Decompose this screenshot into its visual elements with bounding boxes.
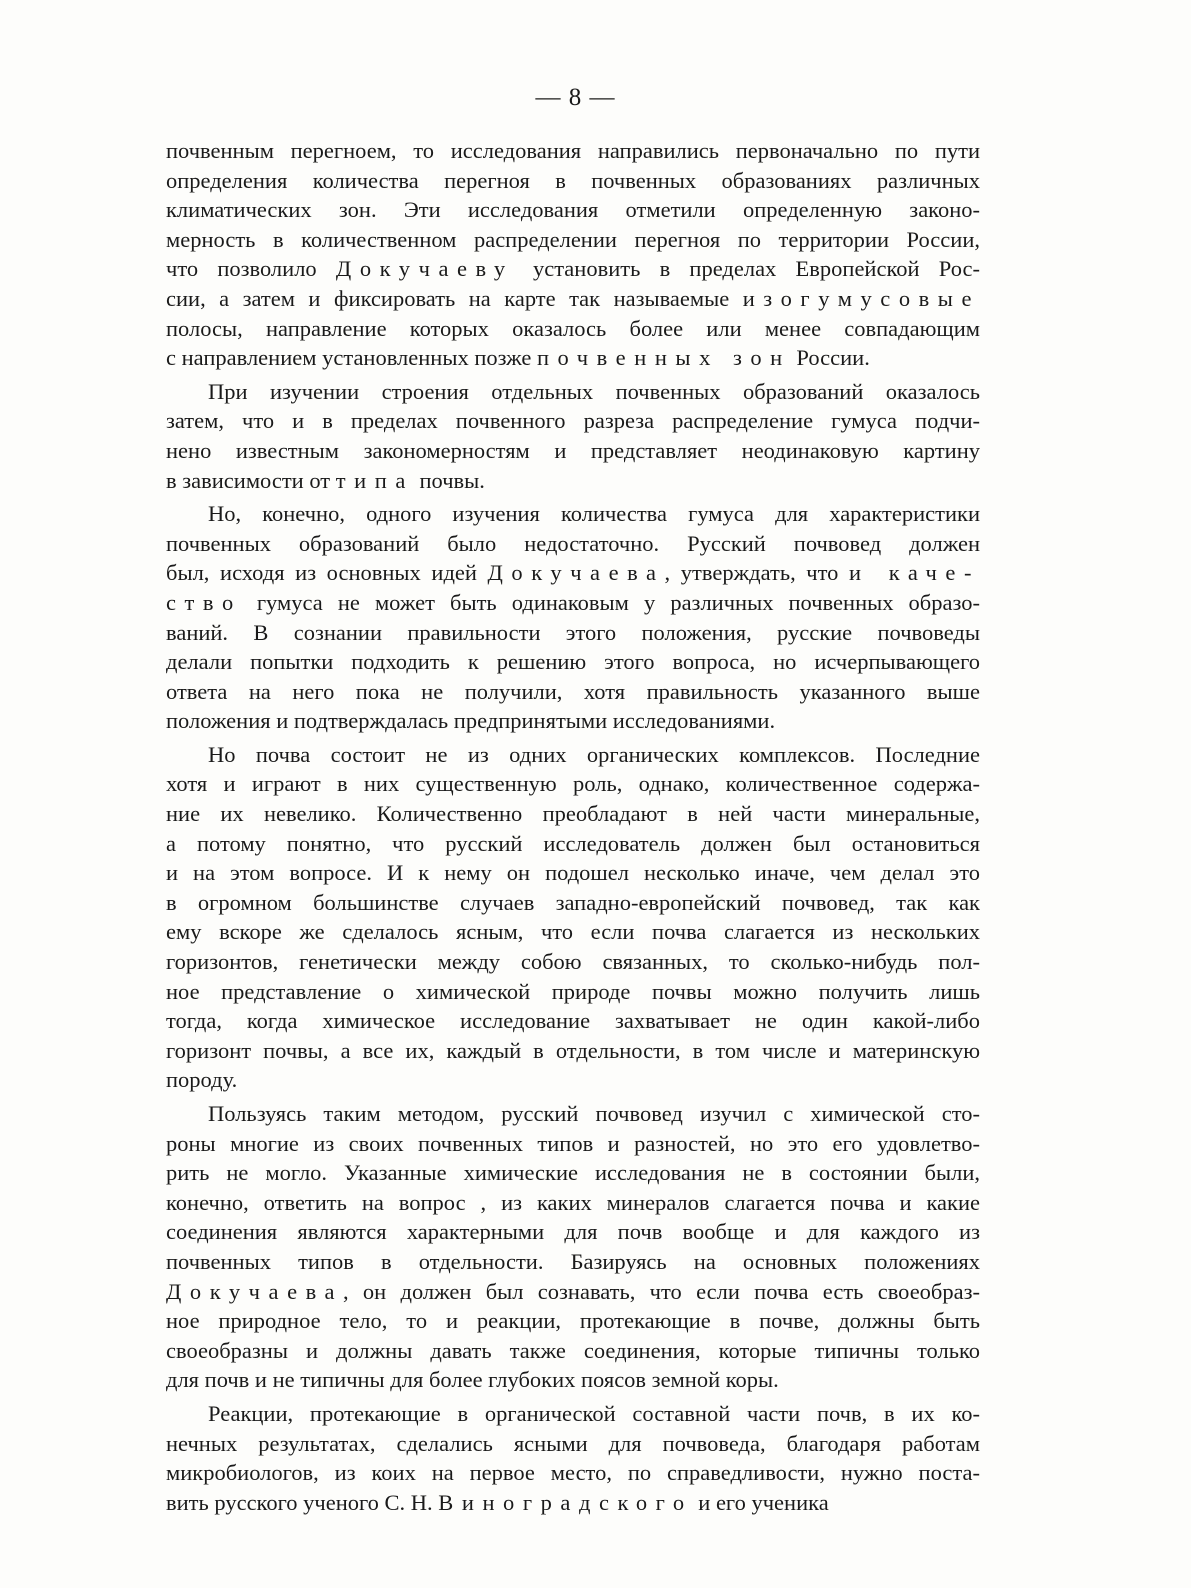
text-line: и на этом вопросе. И к нему он подошел несколько иначе, чем делал это <box>166 860 980 886</box>
paragraph <box>166 1399 980 1517</box>
text-line <box>166 284 980 314</box>
spaced-emphasis: и каче- <box>849 560 980 586</box>
text-line: в огромном большинстве случаев западно-европейский почвовед, так как <box>166 889 980 915</box>
text-line: Но почва состоит не из одних органических комплексов. Последние <box>208 741 980 767</box>
text-run: был, исходя из основных идей <box>166 560 488 586</box>
text-line <box>166 588 980 618</box>
text-line: почвенных образований было недостаточно. Русский почвовед должен <box>166 530 980 556</box>
text-line: полосы, направление которых оказалось более или менее совпадающим <box>166 315 980 341</box>
text-line <box>166 343 980 373</box>
text-run: , утверждать, что <box>664 560 850 586</box>
text-line: ное представление о химической природе почвы можно получить лишь <box>166 978 980 1004</box>
paragraph <box>166 499 980 736</box>
text-run: сии, а затем и фиксировать на карте так называемые <box>166 285 743 311</box>
text-line: делали попытки подходить к решению этого вопроса, но исчерпывающего <box>166 649 980 675</box>
text-line: Пользуясь таким методом, русский почвовед изучил с химической сто- <box>208 1101 980 1126</box>
text-line: тогда, когда химическое исследование захватывает не один какой-либо <box>166 1008 980 1034</box>
text-line: климатических зон. Эти исследования отметили определенную законо- <box>166 197 980 223</box>
text-run: что позволило <box>166 256 336 282</box>
text-line: почвенных типов в отдельности. Базируясь на основных положениях <box>166 1248 980 1274</box>
spaced-emphasis: Докучаева <box>166 1278 344 1304</box>
text-line: рить не могло. Указанные химические исследования не в состоянии были, <box>166 1160 980 1186</box>
text-run: установить в пределах Европейской Рос- <box>513 256 981 282</box>
text-run: и его ученика <box>692 1489 829 1515</box>
text-line: микробиологов, из коих на первое место, по справедливости, нужно поста- <box>166 1460 980 1486</box>
text-line: положения и подтверждалась предпринятыми исследованиями. <box>166 708 776 734</box>
text-line: ние их невелико. Количественно преобладают в ней части минеральные, <box>166 801 980 827</box>
text-run: в зависимости от <box>166 467 336 493</box>
text-run: почвы. <box>413 467 485 493</box>
spaced-emphasis: Докучаева <box>487 560 665 586</box>
paragraph <box>166 740 980 1095</box>
spaced-emphasis: Виноградского <box>438 1489 693 1515</box>
body-text <box>166 136 980 1517</box>
text-line: Реакции, протекающие в органической составной части почв, в их ко- <box>208 1400 980 1426</box>
text-line: а потому понятно, что русский исследователь должен был остановиться <box>166 830 980 856</box>
text-line: ваний. В сознании правильности этого положения, русские почвоведы <box>166 619 980 645</box>
text-line: мерность в количественном распределении перегноя по территории России, <box>166 226 980 252</box>
text-line: почвенным перегноем, то исследования направились первоначально по пути <box>166 138 980 163</box>
text-run: вить русского ученого С. Н. <box>166 1489 439 1515</box>
text-line: горизонтов, генетически между собою связанных, то сколько-нибудь пол- <box>166 949 980 975</box>
spaced-emphasis: Докучаеву <box>335 256 514 282</box>
text-line: При изучении строения отдельных почвенных образований оказалось <box>208 378 980 404</box>
spaced-emphasis: почвенных зон <box>536 345 791 371</box>
text-line: хотя и играют в них существенную роль, однако, количественное содержа- <box>166 771 980 797</box>
spaced-emphasis: ство <box>166 589 242 615</box>
text-line: соединения являются характерными для почв вообще и для каждого из <box>166 1219 980 1245</box>
spaced-emphasis: изогумусовые <box>742 285 980 311</box>
paragraph <box>166 377 980 495</box>
text-line: горизонт почвы, а все их, каждый в отдельности, в том числе и материнскую <box>166 1037 980 1063</box>
text-line <box>166 1488 980 1518</box>
page-number: — 8 — <box>535 84 616 111</box>
text-line <box>166 466 980 496</box>
text-run: гумуса не может быть одинаковым у различных почвенных образо- <box>241 589 980 615</box>
text-line: породу. <box>166 1067 238 1093</box>
text-line: затем, что и в пределах почвенного разреза распределение гумуса подчи- <box>166 408 980 434</box>
text-run: с направлением установленных позже <box>166 345 537 371</box>
text-line: своеобразны и должны давать также соединения, которые типичны только <box>166 1337 980 1363</box>
text-line <box>166 254 980 284</box>
text-run: , он должен был сознавать, что если почва есть своеобраз- <box>343 1278 980 1304</box>
text-line: нено известным закономерностям и представляет неодинаковую картину <box>166 437 980 463</box>
text-line <box>166 558 980 588</box>
paragraph <box>166 136 980 373</box>
text-line: Но, конечно, одного изучения количества гумуса для характеристики <box>208 501 980 527</box>
text-line: конечно, ответить на вопрос , из каких минералов слагается почва и какие <box>166 1189 980 1215</box>
text-line: ответа на него пока не получили, хотя правильность указанного выше <box>166 678 980 704</box>
paragraph <box>166 1099 980 1395</box>
text-line: ему вскоре же сделалось ясным, что если почва слагается из нескольких <box>166 919 980 945</box>
text-line <box>166 1277 980 1307</box>
text-run: России. <box>790 345 870 371</box>
text-line: нечных результатах, сделались ясными для почвоведа, благодаря работам <box>166 1430 980 1456</box>
text-line: для почв и не типичны для более глубоких поясов земной коры. <box>166 1367 779 1393</box>
text-line: определения количества перегноя в почвенных образованиях различных <box>166 167 980 193</box>
spaced-emphasis: типа <box>335 467 414 493</box>
text-line: роны многие из своих почвенных типов и разностей, но это его удовлетво- <box>166 1130 980 1156</box>
text-line: ное природное тело, то и реакции, протекающие в почве, должны быть <box>166 1308 980 1334</box>
